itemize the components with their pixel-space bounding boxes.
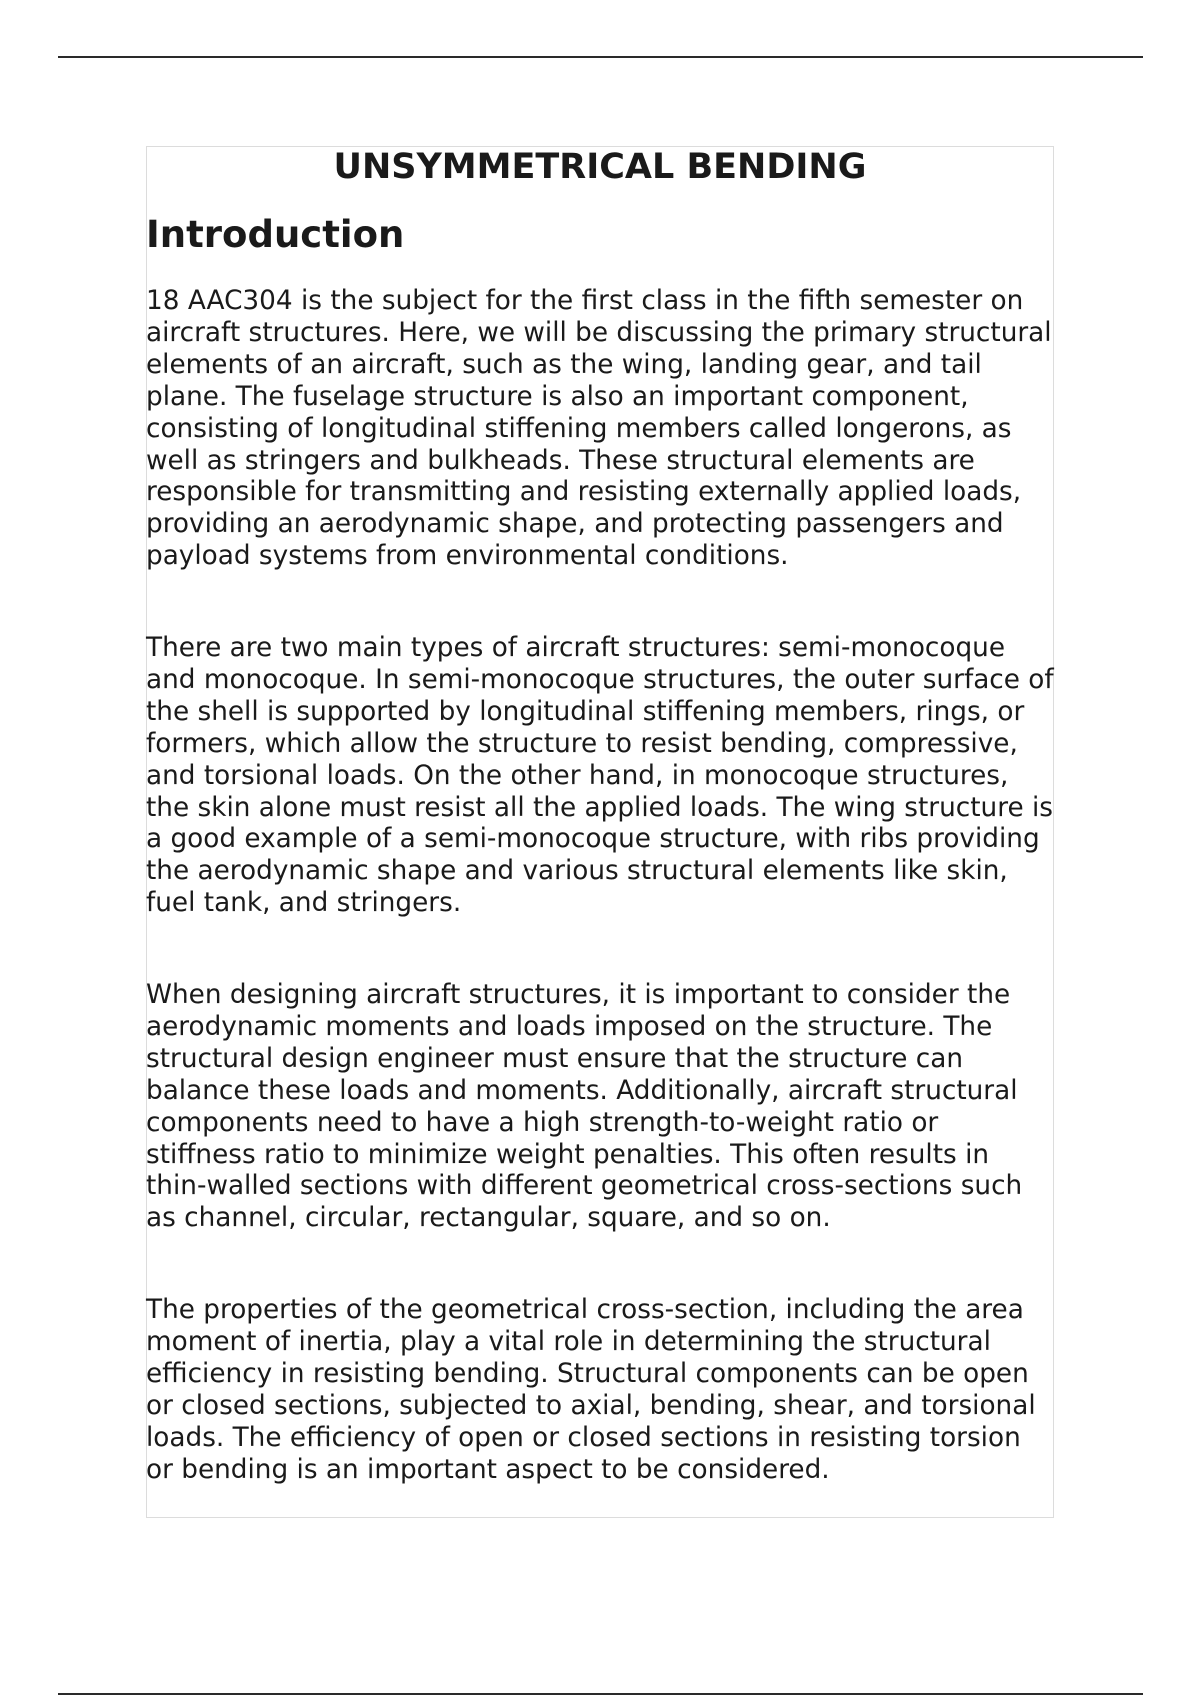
paragraph-4: The properties of the geometrical cross-section, including the area moment of inertia, play a vital role in determining the structural efficiency in resisting bending. Structural components can be open or closed sections, subjected to axial, bending, shear, and torsional loads. The efficiency of open or closed sections in resisting torsion or bending is an important aspect to be considered.	[146, 1295, 1036, 1485]
document-title: UNSYMMETRICAL BENDING	[333, 147, 867, 187]
footer-rule	[58, 1693, 1143, 1695]
section-heading-introduction: Introduction	[146, 213, 405, 256]
paragraph-3: When designing aircraft structures, it is important to consider the aerodynamic moments and loads imposed on the structure. The structural design engineer must ensure that the structure can balance these loads and moments. Additionally, aircraft structural components need to have a high strength-to-weight ratio or stiffness ratio to minimize weight penalties. This often results in thin-walled sections with different geometrical cross-sections such as channel, circular, rectangular, square, and so on.	[146, 980, 1023, 1234]
header-rule	[58, 56, 1143, 58]
paragraph-1: 18 AAC304 is the subject for the first class in the fifth semester on aircraft structures. Here, we will be discussing the primary structural elements of an aircraft, such as the wing, landing gear, and tail plane. The fuselage structure is also an important component, consisting of longitudinal stiffening members called longerons, as well as stringers and bulkheads. These structural elements are responsible for transmitting and resisting externally applied loads, providing an aerodynamic shape, and protecting passengers and payload systems from environmental conditions.	[146, 286, 1052, 572]
paragraph-2: There are two main types of aircraft structures: semi-monocoque and monocoque. In semi-monocoque structures, the outer surface of the shell is supported by longitudinal stiffening members, rings, or formers, which allow the structure to resist bending, compressive, and torsional loads. On the other hand, in monocoque structures, the skin alone must resist all the applied loads. The wing structure is a good example of a semi-monocoque structure, with ribs providing the aerodynamic shape and various structural elements like skin, fuel tank, and stringers.	[146, 633, 1054, 919]
